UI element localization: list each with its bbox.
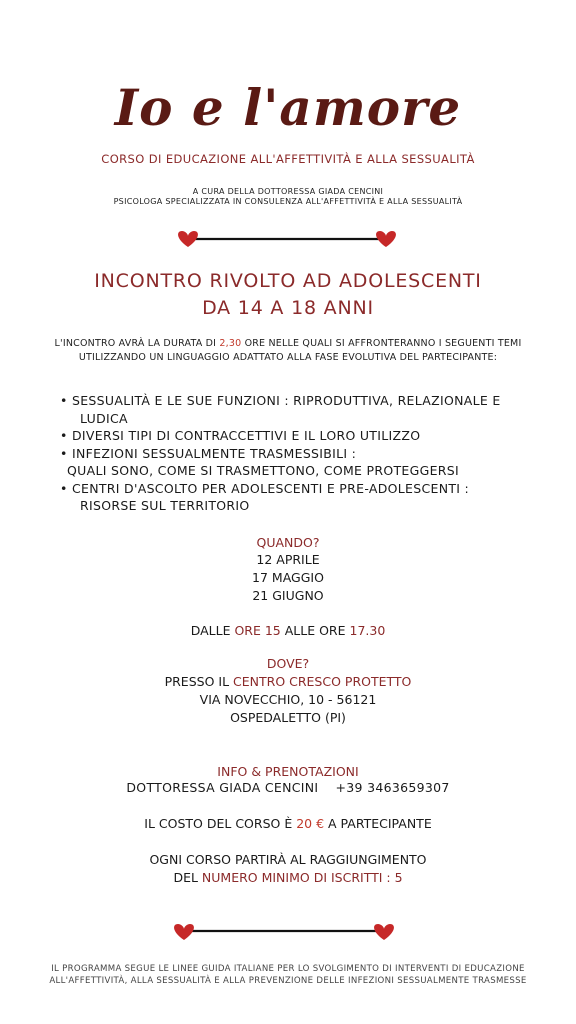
- contact-name: DOTTORESSA GIADA CENCINI: [126, 780, 319, 795]
- cost-text: A PARTECIPANTE: [324, 816, 432, 831]
- list-item: • SESSUALITÀ E LE SUE FUNZIONI : RIPRODUTTIVA, RELAZIONALE E: [60, 392, 540, 410]
- time-text: DALLE: [190, 623, 235, 638]
- list-item: LUDICA: [80, 410, 128, 426]
- venue-prefix: PRESSO IL: [164, 674, 234, 689]
- intro-text-part: L'INCONTRO AVRÀ LA DURATA DI: [54, 338, 220, 349]
- city: OSPEDALETTO (PI): [230, 710, 346, 725]
- street-address: VIA NOVECCHIO, 10 - 56121: [199, 692, 377, 707]
- curated-by-name: A CURA DELLA DOTTORESSA GIADA CENCINI: [192, 187, 384, 196]
- heart-icon: [178, 231, 198, 247]
- when-label: QUANDO?: [256, 535, 320, 550]
- list-item: • INFEZIONI SESSUALMENTE TRASMESSIBILI :: [60, 445, 540, 463]
- heading-line-1: INCONTRO RIVOLTO AD ADOLESCENTI: [94, 270, 482, 292]
- minimum-count: NUMERO MINIMO DI ISCRITTI : 5: [201, 870, 403, 885]
- curated-by: [0, 187, 576, 207]
- cost-line: [0, 816, 576, 831]
- phone-number: +39 3463659307: [335, 780, 450, 795]
- minimum-prefix: DEL: [173, 870, 202, 885]
- minimum-participants: [0, 851, 576, 887]
- dates-list: [0, 551, 576, 605]
- duration-value: 2,30: [219, 338, 242, 349]
- where-label: DOVE?: [266, 656, 310, 671]
- footer-line-1: IL PROGRAMMA SEGUE LE LINEE GUIDA ITALIANE PER LO SVOLGIMENTO DI INTERVENTI DI EDUCAZIONE: [51, 964, 525, 974]
- topics-list: [60, 392, 540, 515]
- heart-icon: [374, 924, 394, 940]
- heart-icon: [174, 924, 194, 940]
- cost-text: IL COSTO DEL CORSO È: [144, 816, 297, 831]
- intro-text: [0, 337, 576, 365]
- course-subtitle: CORSO DI EDUCAZIONE ALL'AFFETTIVITÀ E ALLA SESSUALITÀ: [101, 152, 475, 166]
- footer-line-2: ALL'AFFETTIVITÀ, ALLA SESSUALITÀ E ALLA PREVENZIONE DELLE INFEZIONI SESSUALMENTE TRASMESSE: [49, 976, 527, 986]
- start-time: ORE 15: [234, 623, 281, 638]
- date-item: 12 APRILE: [256, 552, 320, 567]
- intro-text-part: ORE NELLE QUALI SI AFFRONTERANNO I SEGUENTI TEMI: [241, 338, 522, 349]
- target-audience-heading: [0, 268, 576, 322]
- end-time: 17.30: [349, 623, 386, 638]
- intro-line-2: UTILIZZANDO UN LINGUAGGIO ADATTATO ALLA FASE EVOLUTIVA DEL PARTECIPANTE:: [78, 352, 498, 363]
- heart-icon: [376, 231, 396, 247]
- date-item: 17 MAGGIO: [252, 570, 324, 585]
- contact-line: [0, 780, 576, 795]
- list-item: QUALI SONO, COME SI TRASMETTONO, COME PROTEGGERSI: [67, 463, 459, 478]
- date-item: 21 GIUGNO: [252, 588, 324, 603]
- info-label: INFO & PRENOTAZIONI: [217, 764, 359, 779]
- list-item: RISORSE SUL TERRITORIO: [80, 498, 250, 513]
- venue-address: [0, 673, 576, 727]
- time-text: ALLE ORE: [280, 623, 350, 638]
- time-range: [0, 623, 576, 638]
- bottom-heart-divider: [0, 920, 576, 944]
- list-item: • DIVERSI TIPI DI CONTRACCETTIVI E IL LORO UTILIZZO: [60, 427, 540, 445]
- curated-by-role: PSICOLOGA SPECIALIZZATA IN CONSULENZA ALL'AFFETTIVITÀ E ALLA SESSUALITÀ: [113, 197, 463, 206]
- cost-amount: 20 €: [296, 816, 325, 831]
- venue-name: CENTRO CRESCO PROTETTO: [233, 674, 412, 689]
- top-heart-divider: [0, 228, 576, 252]
- page-title: Io e l'amore: [114, 78, 462, 137]
- heading-line-2: DA 14 A 18 ANNI: [202, 297, 374, 319]
- footer-note: [0, 963, 576, 987]
- list-item: • CENTRI D'ASCOLTO PER ADOLESCENTI E PRE-ADOLESCENTI :: [60, 480, 540, 498]
- minimum-line-1: OGNI CORSO PARTIRÀ AL RAGGIUNGIMENTO: [149, 852, 427, 867]
